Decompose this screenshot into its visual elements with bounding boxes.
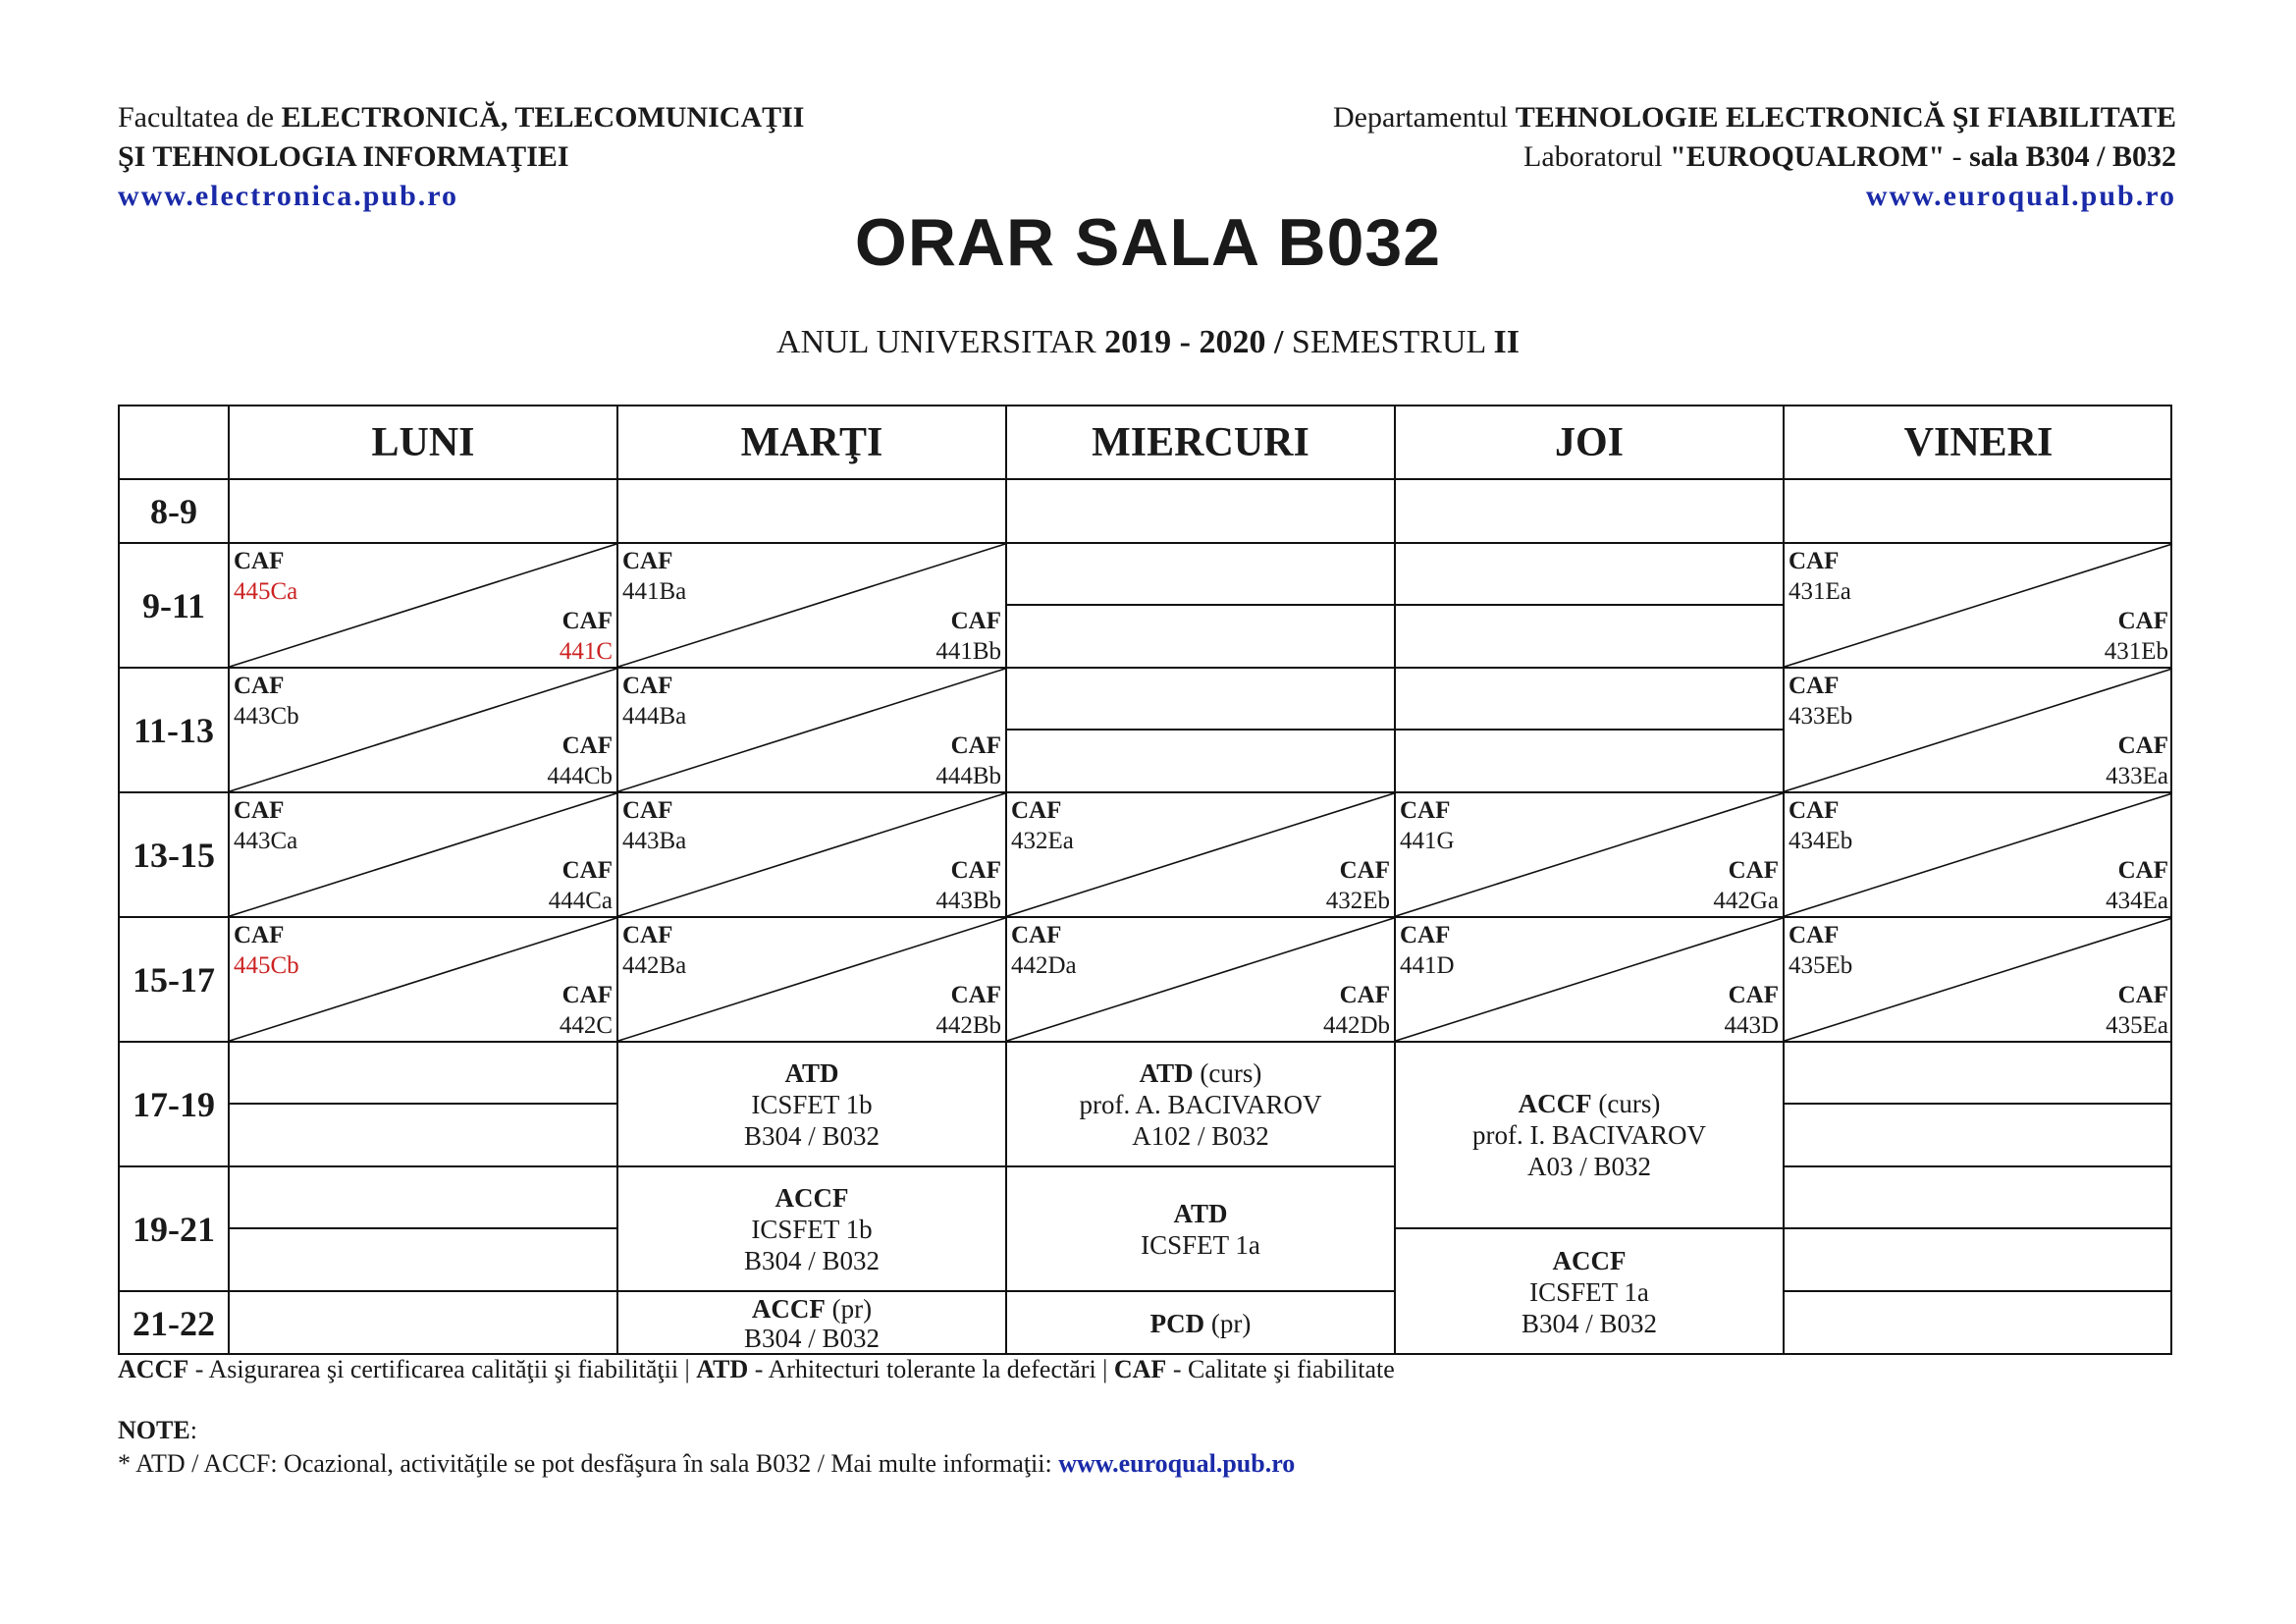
group-code: 434Eb — [1789, 828, 1853, 854]
legend-caf-desc: - Calitate şi fiabilitate — [1166, 1355, 1395, 1383]
slot-tue-19 — [618, 1167, 1007, 1292]
half-divider — [1007, 544, 1394, 606]
group-name: ICSFET 1b — [751, 1089, 873, 1119]
caf-group-a — [1011, 795, 1074, 856]
caf-group-b — [547, 731, 613, 791]
course-code: CAF — [1400, 922, 1451, 948]
slot-tue-11 — [618, 669, 1007, 793]
slot-mon-9 — [230, 544, 618, 669]
slot-thu-15 — [1396, 918, 1785, 1043]
caf-group-a — [1011, 920, 1077, 981]
group-code: 442Bb — [935, 1012, 1001, 1039]
legend-atd-desc: - Arhitecturi tolerante la defectări | — [748, 1355, 1114, 1383]
course-code: CAF — [950, 732, 1001, 759]
group-code: 443Ba — [622, 828, 687, 854]
caf-group-a — [1789, 795, 1852, 856]
course-code: CAF — [1728, 982, 1779, 1008]
group-code: 442Ba — [622, 952, 687, 979]
time-21-22: 21-22 — [120, 1292, 230, 1355]
slot-fri-15 — [1785, 918, 2172, 1043]
slot-wed-11 — [1007, 669, 1396, 793]
group-code: 441C — [559, 638, 613, 665]
course-code: CAF — [950, 608, 1001, 634]
group-code: 445Cb — [234, 952, 299, 979]
caf-group-b — [1326, 855, 1390, 916]
academic-year: 2019 - 2020 — [1104, 324, 1266, 360]
course-code: CAF — [1400, 797, 1451, 824]
course-code: CAF — [622, 673, 673, 699]
class-entry — [1396, 1229, 1783, 1355]
slot-fri-17 — [1785, 1043, 2172, 1167]
slot-fri-11 — [1785, 669, 2172, 793]
slot-thu-11 — [1396, 669, 1785, 793]
semester-prefix: SEMESTRUL — [1291, 324, 1494, 360]
subtitle-separator: / — [1265, 324, 1292, 360]
day-header-vineri: VINERI — [1785, 406, 2172, 480]
caf-group-a — [234, 920, 299, 981]
course-code: CAF — [561, 982, 613, 1008]
group-code: 445Ca — [234, 578, 298, 605]
slot-wed-17 — [1007, 1043, 1396, 1167]
slot-mon-19 — [230, 1167, 618, 1292]
caf-group-a — [234, 795, 297, 856]
slot-mon-8 — [230, 480, 618, 544]
time-15-17: 15-17 — [120, 918, 230, 1043]
group-code: 442C — [559, 1012, 613, 1039]
caf-group-a — [622, 546, 686, 607]
slot-thu-9 — [1396, 544, 1785, 669]
class-entry — [618, 1292, 1005, 1355]
caf-group-b — [935, 731, 1001, 791]
caf-group-b — [2106, 731, 2168, 791]
group-name: ICSFET 1a — [1141, 1229, 1260, 1260]
department-url-link[interactable]: www.euroqual.pub.ro — [1865, 180, 2176, 212]
course-code: CAF — [2117, 732, 2168, 759]
slot-tue-13 — [618, 793, 1007, 918]
time-8-9: 8-9 — [120, 480, 230, 544]
course-code: ACCF — [774, 1182, 849, 1213]
legend-caf: CAF — [1113, 1355, 1167, 1383]
page-subtitle — [0, 324, 2296, 361]
group-code: 431Eb — [2104, 638, 2168, 665]
group-code: 433Ea — [2106, 763, 2168, 789]
slot-tue-17 — [618, 1043, 1007, 1167]
caf-group-a — [1400, 920, 1455, 981]
course-code: CAF — [950, 982, 1001, 1008]
slot-fri-13 — [1785, 793, 2172, 918]
faculty-name-line2: ŞI TEHNOLOGIA INFORMAŢIEI — [118, 140, 569, 173]
course-code: CAF — [2117, 982, 2168, 1008]
half-divider — [230, 1043, 616, 1105]
lab-separator: - — [1945, 140, 1970, 173]
slot-wed-15 — [1007, 918, 1396, 1043]
caf-group-a — [234, 546, 297, 607]
course-code: CAF — [1789, 797, 1840, 824]
legend-atd: ATD — [696, 1355, 749, 1383]
caf-group-a — [622, 920, 686, 981]
group-code: 443Bb — [935, 888, 1001, 914]
caf-group-b — [1724, 980, 1779, 1041]
slot-mon-15 — [230, 918, 618, 1043]
semester-number: II — [1493, 324, 1520, 360]
class-type: (pr) — [825, 1294, 873, 1324]
day-header-marti: MARŢI — [618, 406, 1007, 480]
lab-prefix: Laboratorul — [1523, 140, 1671, 173]
caf-group-b — [935, 855, 1001, 916]
slot-wed-9 — [1007, 544, 1396, 669]
legend-accf-desc: - Asigurarea şi certificarea calităţii şi fiabilităţii | — [188, 1355, 697, 1383]
group-code: 442Db — [1322, 1012, 1390, 1039]
slot-thu-17 — [1396, 1043, 1785, 1229]
course-code: CAF — [2117, 608, 2168, 634]
caf-group-b — [2105, 606, 2168, 667]
course-code: CAF — [561, 608, 613, 634]
faculty-header — [118, 98, 804, 216]
course-code: ACCF — [1552, 1246, 1627, 1275]
group-code: 432Eb — [1325, 888, 1390, 914]
caf-group-a — [1400, 795, 1455, 856]
caf-group-b — [560, 980, 613, 1041]
course-code: CAF — [1728, 857, 1779, 884]
slot-thu-20 — [1396, 1229, 1785, 1355]
slot-tue-9 — [618, 544, 1007, 669]
room-name: B304 / B032 — [743, 1120, 881, 1151]
course-code: CAF — [561, 732, 613, 759]
course-code: ATD — [1173, 1198, 1228, 1228]
group-code: 441Bb — [935, 638, 1001, 665]
caf-group-a — [622, 795, 686, 856]
day-header-luni: LUNI — [230, 406, 618, 480]
course-code: CAF — [622, 922, 673, 948]
caf-group-b — [1713, 855, 1779, 916]
group-code: 441D — [1400, 952, 1455, 979]
group-code: 443Cb — [234, 703, 299, 730]
group-code: 444Ba — [622, 703, 687, 730]
group-name: ICSFET 1b — [751, 1214, 873, 1244]
course-code: ACCF — [751, 1294, 826, 1324]
slot-tue-8 — [618, 480, 1007, 544]
page-title: ORAR SALA B032 — [854, 205, 1442, 280]
class-entry — [618, 1043, 1005, 1165]
group-code: 442Ga — [1713, 888, 1779, 914]
slot-wed-13 — [1007, 793, 1396, 918]
caf-group-a — [1789, 671, 1852, 731]
slot-mon-21 — [230, 1292, 618, 1355]
corner-cell — [120, 406, 230, 480]
caf-group-b — [1323, 980, 1390, 1041]
group-code: 432Ea — [1011, 828, 1074, 854]
lab-name: "EUROQUALROM" — [1670, 140, 1946, 173]
class-type: (curs) — [1193, 1057, 1262, 1088]
course-code: PCD — [1149, 1309, 1205, 1338]
half-divider — [1785, 1167, 2172, 1229]
course-code: CAF — [622, 797, 673, 824]
slot-mon-13 — [230, 793, 618, 918]
caf-group-b — [2106, 980, 2168, 1041]
course-code: CAF — [2117, 857, 2168, 884]
department-name: TEHNOLOGIE ELECTRONICĂ ŞI FIABILITATE — [1515, 101, 2176, 134]
slot-thu-13 — [1396, 793, 1785, 918]
time-13-15: 13-15 — [120, 793, 230, 918]
class-type: (pr) — [1204, 1309, 1252, 1338]
teacher-name: prof. A. BACIVAROV — [1079, 1089, 1322, 1119]
course-code: CAF — [234, 548, 285, 574]
abbreviation-legend — [118, 1355, 1395, 1384]
caf-group-a — [622, 671, 686, 731]
time-11-13: 11-13 — [120, 669, 230, 793]
faculty-url-link[interactable]: www.electronica.pub.ro — [118, 180, 459, 212]
caf-group-b — [935, 980, 1001, 1041]
legend-accf: ACCF — [118, 1355, 189, 1383]
group-code: 443D — [1724, 1012, 1779, 1039]
course-code: CAF — [234, 797, 285, 824]
class-entry — [618, 1167, 1005, 1290]
group-code: 443Ca — [234, 828, 298, 854]
day-header-miercuri: MIERCURI — [1007, 406, 1396, 480]
timetable-grid — [118, 405, 2172, 1355]
class-entry — [1007, 1292, 1394, 1355]
slot-tue-15 — [618, 918, 1007, 1043]
course-code: ATD — [784, 1057, 839, 1088]
group-code: 433Eb — [1789, 703, 1853, 730]
group-code: 442Da — [1011, 952, 1077, 979]
time-9-11: 9-11 — [120, 544, 230, 669]
group-code: 444Cb — [547, 763, 613, 789]
notes-text: * ATD / ACCF: Ocazional, activităţile se pot desfăşura în sala B032 / Mai multe informaţii: — [118, 1449, 1059, 1478]
notes-label: NOTE — [118, 1416, 190, 1444]
class-entry — [1007, 1043, 1394, 1165]
subtitle-prefix: ANUL UNIVERSITAR — [776, 324, 1105, 360]
course-code: CAF — [950, 857, 1001, 884]
slot-fri-9 — [1785, 544, 2172, 669]
teacher-name: prof. I. BACIVAROV — [1471, 1120, 1706, 1150]
department-prefix: Departamentul — [1333, 101, 1516, 134]
slot-mon-17 — [230, 1043, 618, 1167]
course-code: CAF — [234, 673, 285, 699]
group-code: 431Ea — [1789, 578, 1851, 605]
course-code: CAF — [1011, 922, 1062, 948]
course-code: ACCF — [1518, 1089, 1592, 1118]
caf-group-b — [935, 606, 1001, 667]
course-code: CAF — [1339, 857, 1390, 884]
room-name: A03 / B032 — [1526, 1152, 1651, 1181]
faculty-name-line1: ELECTRONICĂ, TELECOMUNICAŢII — [281, 101, 805, 134]
slot-thu-8 — [1396, 480, 1785, 544]
class-entry — [1007, 1167, 1394, 1290]
time-17-19: 17-19 — [120, 1043, 230, 1167]
group-code: 441Ba — [622, 578, 687, 605]
group-name: ICSFET 1a — [1529, 1277, 1649, 1307]
time-19-21: 19-21 — [120, 1167, 230, 1292]
notes-colon: : — [189, 1416, 197, 1444]
slot-fri-21 — [1785, 1292, 2172, 1355]
course-code: CAF — [561, 857, 613, 884]
course-code: CAF — [1339, 982, 1390, 1008]
slot-fri-19 — [1785, 1167, 2172, 1292]
half-divider — [1396, 669, 1783, 731]
notes-section — [118, 1414, 1295, 1481]
slot-wed-19 — [1007, 1167, 1396, 1292]
caf-group-b — [560, 606, 613, 667]
lab-rooms: sala B304 / B032 — [1969, 140, 2176, 173]
course-code: CAF — [1789, 548, 1840, 574]
slot-tue-21 — [618, 1292, 1007, 1355]
group-code: 444Ca — [548, 888, 613, 914]
half-divider — [230, 1167, 616, 1229]
group-code: 441G — [1400, 828, 1455, 854]
course-code: CAF — [1789, 673, 1840, 699]
caf-group-a — [1789, 546, 1851, 607]
half-divider — [1396, 544, 1783, 606]
caf-group-a — [1789, 920, 1852, 981]
day-header-joi: JOI — [1396, 406, 1785, 480]
slot-wed-8 — [1007, 480, 1396, 544]
group-code: 444Bb — [935, 763, 1001, 789]
half-divider — [1785, 1043, 2172, 1105]
department-header — [1333, 98, 2176, 216]
faculty-prefix: Facultatea de — [118, 101, 282, 134]
slot-wed-21 — [1007, 1292, 1396, 1355]
room-name: B304 / B032 — [743, 1245, 881, 1275]
room-name: B304 / B032 — [743, 1324, 881, 1353]
slot-mon-11 — [230, 669, 618, 793]
class-entry — [1396, 1043, 1783, 1227]
caf-group-b — [549, 855, 613, 916]
slot-fri-8 — [1785, 480, 2172, 544]
notes-url-link[interactable]: www.euroqual.pub.ro — [1058, 1449, 1296, 1478]
class-type: (curs) — [1591, 1089, 1661, 1118]
course-code: CAF — [1011, 797, 1062, 824]
group-code: 434Ea — [2106, 888, 2168, 914]
room-name: A102 / B032 — [1132, 1120, 1269, 1151]
course-code: CAF — [234, 922, 285, 948]
course-code: CAF — [622, 548, 673, 574]
room-name: B304 / B032 — [1521, 1309, 1658, 1338]
caf-group-b — [2106, 855, 2168, 916]
group-code: 435Ea — [2106, 1012, 2168, 1039]
half-divider — [1007, 669, 1394, 731]
course-code: ATD — [1139, 1057, 1194, 1088]
group-code: 435Eb — [1789, 952, 1853, 979]
caf-group-a — [234, 671, 299, 731]
course-code: CAF — [1789, 922, 1840, 948]
